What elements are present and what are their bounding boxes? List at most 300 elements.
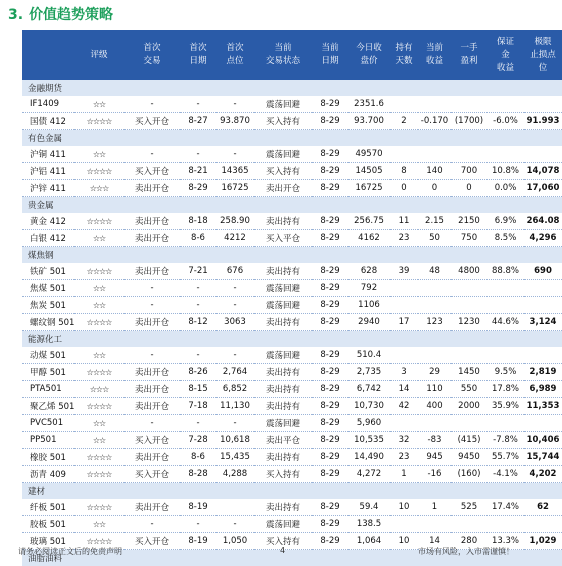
table-cell: - <box>124 516 180 533</box>
table-cell: 买入持有 <box>254 163 312 180</box>
table-cell: 8-15 <box>180 381 216 398</box>
contract-name: 胶板 501 <box>22 516 74 533</box>
table-row <box>22 516 562 533</box>
table-cell <box>451 415 487 432</box>
table-cell: 110 <box>418 381 451 398</box>
category-label: 能源化工 <box>22 331 562 348</box>
table-cell: 8-29 <box>312 449 348 466</box>
table-cell: 1,029 <box>524 533 562 550</box>
table-cell: 卖出平仓 <box>254 432 312 449</box>
category-label: 油脂油料 <box>22 550 562 566</box>
table-cell: 676 <box>216 263 254 280</box>
table-cell: - <box>216 280 254 297</box>
table-cell: 8-18 <box>180 213 216 230</box>
table-cell: 卖出开仓 <box>254 180 312 197</box>
table-cell: (1700) <box>451 113 487 130</box>
table-row <box>22 466 562 483</box>
table-cell: 8-12 <box>180 314 216 331</box>
table-cell: 8-29 <box>312 213 348 230</box>
rating-stars: ☆☆☆☆ <box>74 263 124 280</box>
table-cell: 0 <box>418 180 451 197</box>
table-cell: -83 <box>418 432 451 449</box>
table-cell: 8-29 <box>180 180 216 197</box>
table-cell: 59.4 <box>348 499 390 516</box>
table-cell: 8-29 <box>312 533 348 550</box>
table-cell: 525 <box>451 499 487 516</box>
footer-disclaimer: 请务必阅读正文后的免责声明 <box>18 546 122 557</box>
table-cell: 卖出持有 <box>254 381 312 398</box>
table-cell <box>487 516 524 533</box>
footer-risk-notice: 市场有风险，入市需谨慎！ <box>418 546 514 557</box>
table-cell: 48 <box>418 263 451 280</box>
rating-stars: ☆☆☆☆ <box>74 113 124 130</box>
table-cell: - <box>124 280 180 297</box>
table-cell: 17 <box>390 314 418 331</box>
table-cell: 4,296 <box>524 230 562 247</box>
table-cell: 14 <box>390 381 418 398</box>
table-cell: 卖出开仓 <box>124 381 180 398</box>
table-cell: -4.1% <box>487 466 524 483</box>
column-header: 评级 <box>74 30 124 80</box>
table-cell: 8-29 <box>312 364 348 381</box>
table-cell: 11 <box>390 213 418 230</box>
contract-name: 玻璃 501 <box>22 533 74 550</box>
table-cell <box>524 347 562 364</box>
table-cell: 震荡回避 <box>254 146 312 163</box>
table-cell: 35.9% <box>487 398 524 415</box>
contract-name: IF1409 <box>22 96 74 113</box>
table-cell: 93.870 <box>216 113 254 130</box>
table-cell: 买入开仓 <box>124 533 180 550</box>
table-cell <box>390 297 418 314</box>
table-row <box>22 364 562 381</box>
table-cell: 10 <box>390 533 418 550</box>
table-row <box>22 415 562 432</box>
table-cell: 138.5 <box>348 516 390 533</box>
table-cell: 8-29 <box>312 113 348 130</box>
table-cell: 23 <box>390 449 418 466</box>
table-cell: - <box>180 415 216 432</box>
table-cell: -0.170 <box>418 113 451 130</box>
table-cell: 14365 <box>216 163 254 180</box>
table-cell: 2000 <box>451 398 487 415</box>
contract-name: 橡胶 501 <box>22 449 74 466</box>
table-cell: 卖出开仓 <box>124 314 180 331</box>
table-row <box>22 230 562 247</box>
column-header: 今日收 盘价 <box>348 30 390 80</box>
table-cell: - <box>124 347 180 364</box>
table-cell: 6,742 <box>348 381 390 398</box>
table-cell: 6.9% <box>487 213 524 230</box>
category-row <box>22 130 562 147</box>
contract-name: 甲醇 501 <box>22 364 74 381</box>
table-cell: 945 <box>418 449 451 466</box>
table-cell: 17,060 <box>524 180 562 197</box>
contract-name: 聚乙烯 501 <box>22 398 74 415</box>
column-header: 首次 日期 <box>180 30 216 80</box>
contract-name: PP501 <box>22 432 74 449</box>
column-header: 极限 止损点 位 <box>524 30 562 80</box>
table-cell: 1 <box>390 466 418 483</box>
category-row <box>22 247 562 264</box>
table-cell: - <box>216 415 254 432</box>
table-row <box>22 113 562 130</box>
table-cell: - <box>216 297 254 314</box>
table-cell: 0 <box>451 180 487 197</box>
table-cell: 卖出开仓 <box>124 499 180 516</box>
table-cell: 卖出持有 <box>254 499 312 516</box>
table-cell: 10.8% <box>487 163 524 180</box>
table-cell: 8-29 <box>312 415 348 432</box>
table-cell <box>524 297 562 314</box>
column-header <box>22 30 74 80</box>
table-cell: 4800 <box>451 263 487 280</box>
table-cell: 8-29 <box>312 230 348 247</box>
contract-name: PTA501 <box>22 381 74 398</box>
table-cell: (415) <box>451 432 487 449</box>
table-cell <box>451 96 487 113</box>
table-cell <box>487 280 524 297</box>
table-cell: 4162 <box>348 230 390 247</box>
table-cell <box>418 297 451 314</box>
table-cell: 10,618 <box>216 432 254 449</box>
table-cell: 8-29 <box>312 381 348 398</box>
contract-name: 铁矿 501 <box>22 263 74 280</box>
table-cell: 6,852 <box>216 381 254 398</box>
table-cell: 3,124 <box>524 314 562 331</box>
table-cell <box>524 280 562 297</box>
table-cell: 792 <box>348 280 390 297</box>
table-row <box>22 347 562 364</box>
table-cell: 2150 <box>451 213 487 230</box>
table-cell: 8-29 <box>312 146 348 163</box>
table-row <box>22 432 562 449</box>
table-cell: 买入平仓 <box>254 230 312 247</box>
table-cell: 8-29 <box>312 516 348 533</box>
table-cell: 2940 <box>348 314 390 331</box>
table-cell: 震荡回避 <box>254 415 312 432</box>
table-cell: 17.4% <box>487 499 524 516</box>
table-cell: 9.5% <box>487 364 524 381</box>
table-cell: - <box>180 96 216 113</box>
table-cell: 39 <box>390 263 418 280</box>
table-cell: 0.0% <box>487 180 524 197</box>
table-cell: 卖出持有 <box>254 449 312 466</box>
contract-name: 国债 412 <box>22 113 74 130</box>
table-row <box>22 280 562 297</box>
table-cell: 16725 <box>216 180 254 197</box>
rating-stars: ☆☆☆☆ <box>74 533 124 550</box>
section-number: 3. <box>8 7 23 23</box>
table-cell: 卖出持有 <box>254 213 312 230</box>
table-row <box>22 449 562 466</box>
category-label: 有色金属 <box>22 130 562 147</box>
contract-name: 黄金 412 <box>22 213 74 230</box>
table-cell: 卖出开仓 <box>124 398 180 415</box>
table-cell <box>524 516 562 533</box>
table-cell: - <box>180 347 216 364</box>
table-cell: 14,490 <box>348 449 390 466</box>
rating-stars: ☆☆☆ <box>74 180 124 197</box>
section-title-text: 价值趋势策略 <box>29 7 113 23</box>
table-cell <box>524 146 562 163</box>
table-cell: 1106 <box>348 297 390 314</box>
rating-stars: ☆☆ <box>74 347 124 364</box>
table-cell <box>451 146 487 163</box>
rating-stars: ☆☆☆☆ <box>74 499 124 516</box>
table-cell: 8-29 <box>312 432 348 449</box>
table-row <box>22 381 562 398</box>
table-cell: 8 <box>390 163 418 180</box>
column-header: 当前 交易状态 <box>254 30 312 80</box>
table-cell: 50 <box>418 230 451 247</box>
table-cell: 卖出开仓 <box>124 213 180 230</box>
rating-stars: ☆☆☆☆ <box>74 163 124 180</box>
column-header: 首次 点位 <box>216 30 254 80</box>
table-cell: 32 <box>390 432 418 449</box>
column-header: 当前 收益 <box>418 30 451 80</box>
table-cell: 10,406 <box>524 432 562 449</box>
table-cell: 690 <box>524 263 562 280</box>
category-row <box>22 483 562 500</box>
table-cell: 5,960 <box>348 415 390 432</box>
table-cell: 140 <box>418 163 451 180</box>
table-cell: 628 <box>348 263 390 280</box>
table-cell: 7-18 <box>180 398 216 415</box>
table-cell: (160) <box>451 466 487 483</box>
table-cell: 1 <box>418 499 451 516</box>
table-cell: - <box>216 96 254 113</box>
table-cell: 8-29 <box>312 499 348 516</box>
table-cell: - <box>216 146 254 163</box>
table-cell: 8-27 <box>180 113 216 130</box>
table-cell <box>451 280 487 297</box>
table-cell <box>451 297 487 314</box>
table-cell: 258.90 <box>216 213 254 230</box>
table-cell <box>487 297 524 314</box>
table-cell: 15,744 <box>524 449 562 466</box>
table-cell: - <box>180 280 216 297</box>
table-cell: 550 <box>451 381 487 398</box>
table-cell: 买入开仓 <box>124 163 180 180</box>
table-cell: 8-29 <box>312 163 348 180</box>
table-cell: 卖出开仓 <box>124 263 180 280</box>
table-cell: 29 <box>418 364 451 381</box>
table-cell: 10,730 <box>348 398 390 415</box>
contract-name: 焦煤 501 <box>22 280 74 297</box>
column-header: 首次 交易 <box>124 30 180 80</box>
table-cell: 14,078 <box>524 163 562 180</box>
rating-stars: ☆☆☆☆ <box>74 213 124 230</box>
table-cell <box>487 415 524 432</box>
table-cell: 8-21 <box>180 163 216 180</box>
rating-stars: ☆☆☆☆ <box>74 466 124 483</box>
table-cell: 4,272 <box>348 466 390 483</box>
table-row <box>22 96 562 113</box>
table-cell: 91.993 <box>524 113 562 130</box>
rating-stars: ☆☆ <box>74 516 124 533</box>
table-cell: 8-29 <box>312 314 348 331</box>
rating-stars: ☆☆ <box>74 146 124 163</box>
category-label: 金融期货 <box>22 80 562 96</box>
table-cell: 49570 <box>348 146 390 163</box>
table-cell: 2,819 <box>524 364 562 381</box>
column-header: 一手 盈利 <box>451 30 487 80</box>
contract-name: 动煤 501 <box>22 347 74 364</box>
contract-name: PVC501 <box>22 415 74 432</box>
table-cell: 42 <box>390 398 418 415</box>
table-cell: 8.5% <box>487 230 524 247</box>
table-cell: 8-29 <box>312 466 348 483</box>
table-cell: 8-29 <box>312 180 348 197</box>
table-cell <box>487 96 524 113</box>
table-cell <box>418 96 451 113</box>
table-cell: 8-6 <box>180 230 216 247</box>
table-cell: 1230 <box>451 314 487 331</box>
table-cell: 10,535 <box>348 432 390 449</box>
contract-name: 沥青 409 <box>22 466 74 483</box>
rating-stars: ☆☆ <box>74 280 124 297</box>
table-cell: 14 <box>418 533 451 550</box>
table-cell: 买入开仓 <box>124 113 180 130</box>
table-cell: 510.4 <box>348 347 390 364</box>
table-cell: 3063 <box>216 314 254 331</box>
table-cell: 11,130 <box>216 398 254 415</box>
table-cell: 23 <box>390 230 418 247</box>
table-cell <box>390 146 418 163</box>
table-cell: 17.8% <box>487 381 524 398</box>
table-cell <box>418 415 451 432</box>
table-cell: 8-29 <box>312 96 348 113</box>
table-cell: 4212 <box>216 230 254 247</box>
table-cell: 卖出开仓 <box>124 180 180 197</box>
table-row <box>22 213 562 230</box>
contract-name: 螺纹钢 501 <box>22 314 74 331</box>
table-cell: 15,435 <box>216 449 254 466</box>
table-cell: 卖出持有 <box>254 263 312 280</box>
table-cell <box>418 280 451 297</box>
table-cell: 买入持有 <box>254 533 312 550</box>
table-cell <box>390 415 418 432</box>
rating-stars: ☆☆ <box>74 297 124 314</box>
table-cell: 55.7% <box>487 449 524 466</box>
table-cell: 买入持有 <box>254 466 312 483</box>
table-cell <box>216 499 254 516</box>
rating-stars: ☆☆☆ <box>74 381 124 398</box>
contract-name: 沪锌 411 <box>22 180 74 197</box>
table-cell: 264.08 <box>524 213 562 230</box>
table-cell: 卖出持有 <box>254 398 312 415</box>
table-cell: 2351.6 <box>348 96 390 113</box>
table-cell: - <box>180 146 216 163</box>
table-cell: 8-29 <box>312 263 348 280</box>
category-label: 贵金属 <box>22 197 562 214</box>
table-header-row <box>22 30 562 80</box>
table-cell <box>418 347 451 364</box>
table-cell <box>487 146 524 163</box>
table-cell: 震荡回避 <box>254 347 312 364</box>
table-cell <box>487 347 524 364</box>
table-cell <box>524 96 562 113</box>
table-row <box>22 398 562 415</box>
table-cell: 卖出持有 <box>254 364 312 381</box>
table-cell: 750 <box>451 230 487 247</box>
table-cell: 62 <box>524 499 562 516</box>
category-label: 建材 <box>22 483 562 500</box>
table-cell: - <box>180 516 216 533</box>
table-cell: 8-19 <box>180 499 216 516</box>
table-cell: - <box>124 146 180 163</box>
table-cell: 1,064 <box>348 533 390 550</box>
table-cell: 8-6 <box>180 449 216 466</box>
table-cell: 卖出开仓 <box>124 449 180 466</box>
table-cell: 买入开仓 <box>124 432 180 449</box>
contract-name: 纤板 501 <box>22 499 74 516</box>
table-cell: 8-29 <box>312 297 348 314</box>
table-cell: 震荡回避 <box>254 280 312 297</box>
table-cell: 9450 <box>451 449 487 466</box>
table-cell <box>451 516 487 533</box>
table-cell: 8-29 <box>312 280 348 297</box>
table-cell <box>524 415 562 432</box>
table-cell: -7.8% <box>487 432 524 449</box>
table-cell: 44.6% <box>487 314 524 331</box>
table-cell: - <box>124 96 180 113</box>
table-cell: 93.700 <box>348 113 390 130</box>
table-cell: 7-21 <box>180 263 216 280</box>
table-cell: 3 <box>390 364 418 381</box>
rating-stars: ☆☆ <box>74 96 124 113</box>
category-row <box>22 331 562 348</box>
rating-stars: ☆☆ <box>74 432 124 449</box>
category-row <box>22 80 562 96</box>
table-cell <box>390 347 418 364</box>
table-row <box>22 263 562 280</box>
table-cell: 280 <box>451 533 487 550</box>
category-label: 煤焦钢 <box>22 247 562 264</box>
rating-stars: ☆☆☆☆ <box>74 398 124 415</box>
table-cell: 400 <box>418 398 451 415</box>
table-cell: 88.8% <box>487 263 524 280</box>
table-cell: 14505 <box>348 163 390 180</box>
table-cell: 2,764 <box>216 364 254 381</box>
table-cell: 2.15 <box>418 213 451 230</box>
table-cell: 买入持有 <box>254 113 312 130</box>
table-cell: -16 <box>418 466 451 483</box>
table-cell: - <box>124 415 180 432</box>
table-cell: 2 <box>390 113 418 130</box>
table-cell: 卖出开仓 <box>124 364 180 381</box>
table-cell: 震荡回避 <box>254 96 312 113</box>
column-header: 保证 金 收益 <box>487 30 524 80</box>
table-cell: 卖出持有 <box>254 314 312 331</box>
table-cell: 1,050 <box>216 533 254 550</box>
table-cell: - <box>124 297 180 314</box>
table-cell: 256.75 <box>348 213 390 230</box>
contract-name: 白银 412 <box>22 230 74 247</box>
table-cell: 123 <box>418 314 451 331</box>
table-cell <box>418 146 451 163</box>
rating-stars: ☆☆ <box>74 415 124 432</box>
contract-name: 沪铜 411 <box>22 146 74 163</box>
category-row <box>22 197 562 214</box>
table-cell <box>451 347 487 364</box>
table-cell: 4,288 <box>216 466 254 483</box>
contract-name: 焦炭 501 <box>22 297 74 314</box>
table-cell: 8-26 <box>180 364 216 381</box>
table-cell: 买入开仓 <box>124 466 180 483</box>
table-cell: 震荡回避 <box>254 297 312 314</box>
